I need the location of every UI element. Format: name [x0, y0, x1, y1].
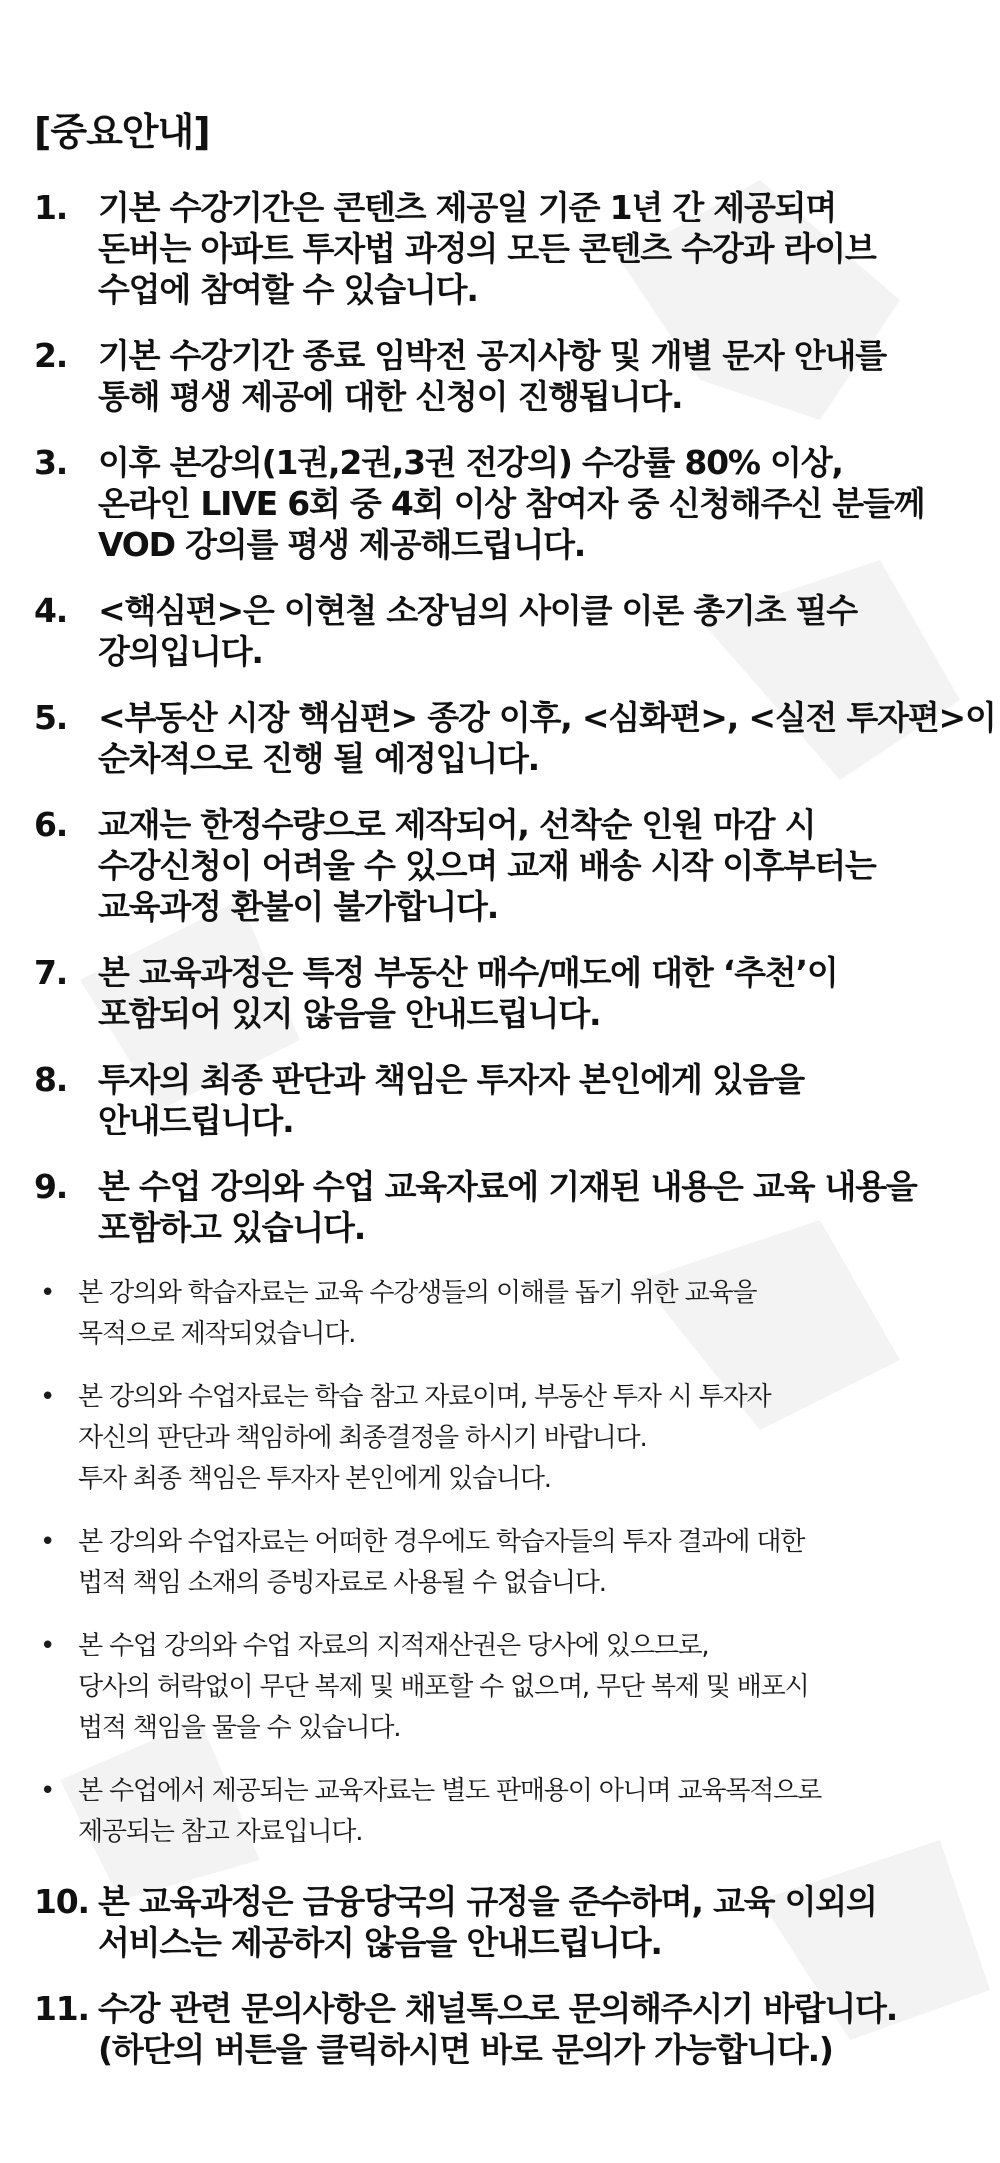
bullet-text-line: 제공되는 참고 자료입니다. — [78, 1817, 363, 1848]
item-text-line: 안내드립니다. — [98, 1101, 294, 1141]
list-item — [34, 187, 960, 310]
item-text-line: VOD 강의를 평생 제공해드립니다. — [98, 525, 586, 565]
item-text-line: 통해 평생 제공에 대한 신청이 진행됩니다. — [98, 377, 683, 417]
item-number: 7. — [34, 953, 68, 993]
bullet-dot: • — [40, 1631, 55, 1662]
notice-title: [중요안내] — [34, 110, 210, 154]
list-item — [34, 1881, 960, 1963]
bullet-item — [34, 1771, 960, 1853]
bullet-dot: • — [40, 1776, 55, 1807]
bullet-item — [34, 1377, 960, 1500]
item-text-line: 투자의 최종 판단과 책임은 투자자 본인에게 있음을 — [98, 1060, 804, 1100]
item-text-line: 본 수업 강의와 수업 교육자료에 기재된 내용은 교육 내용을 — [98, 1167, 917, 1207]
item-number: 9. — [34, 1167, 68, 1207]
list-item — [34, 1988, 960, 2070]
numbered-list-tail — [34, 1881, 960, 2070]
item-text-line: <부동산 시장 핵심편> 종강 이후, <심화편>, <실전 투자편>이 — [98, 698, 996, 738]
item-text-line: 수업에 참여할 수 있습니다. — [98, 270, 478, 310]
list-item — [34, 1059, 960, 1141]
item-text-line: 강의입니다. — [98, 632, 263, 672]
item-number: 1. — [34, 188, 68, 228]
bullet-text-line: 본 강의와 수업자료는 어떠한 경우에도 학습자들의 투자 결과에 대한 — [78, 1527, 805, 1558]
item-text-line: 수강신청이 어려울 수 있으며 교재 배송 시작 이후부터는 — [98, 846, 876, 886]
item-text-line: 수강 관련 문의사항은 채널톡으로 문의해주시기 바랍니다. — [98, 1989, 898, 2029]
item-number: 3. — [34, 443, 68, 483]
item-number: 6. — [34, 805, 68, 845]
bullet-item — [34, 1626, 960, 1749]
list-item — [34, 697, 996, 779]
bullet-text-line: 목적으로 제작되었습니다. — [78, 1319, 356, 1350]
bullet-item — [34, 1273, 960, 1355]
item-text-line: 본 교육과정은 특정 부동산 매수/매도에 대한 ‘추천’이 — [98, 953, 838, 993]
bullet-dot: • — [40, 1278, 55, 1309]
item-number: 8. — [34, 1060, 68, 1100]
item-text-line: 본 교육과정은 금융당국의 규정을 준수하며, 교육 이외의 — [98, 1882, 877, 1922]
item-number: 4. — [34, 591, 68, 631]
bullet-text-line: 본 강의와 학습자료는 교육 수강생들의 이해를 돕기 위한 교육을 — [78, 1278, 757, 1309]
list-item — [34, 442, 960, 565]
item-text-line: 돈버는 아파트 투자법 과정의 모든 콘텐츠 수강과 라이브 — [98, 229, 876, 269]
bullet-text-line: 자신의 판단과 책임하에 최종결정을 하시기 바랍니다. — [78, 1423, 647, 1454]
bullet-dot: • — [40, 1382, 55, 1413]
list-item — [34, 952, 960, 1034]
item-text-line: 포함되어 있지 않음을 안내드립니다. — [98, 994, 601, 1034]
item-number: 11. — [34, 1989, 89, 2029]
bullet-text-line: 법적 책임 소재의 증빙자료로 사용될 수 없습니다. — [78, 1568, 606, 1599]
item-text-line: 온라인 LIVE 6회 중 4회 이상 참여자 중 신청해주신 분들께 — [98, 484, 925, 524]
bullet-text-line: 본 강의와 수업자료는 학습 참고 자료이며, 부동산 투자 시 투자자 — [78, 1382, 771, 1413]
item-text-line: 교재는 한정수량으로 제작되어, 선착순 인원 마감 시 — [98, 805, 816, 845]
list-item — [34, 804, 960, 927]
item-number: 10. — [34, 1882, 89, 1922]
numbered-list — [34, 187, 996, 1248]
item-text-line: 교육과정 환불이 불가합니다. — [98, 887, 499, 927]
item-text-line: 기본 수강기간 종료 임박전 공지사항 및 개별 문자 안내를 — [98, 336, 886, 376]
bullet-text-line: 법적 책임을 물을 수 있습니다. — [78, 1713, 401, 1744]
item-number: 2. — [34, 336, 68, 376]
item-text-line: 기본 수강기간은 콘텐츠 제공일 기준 1년 간 제공되며 — [98, 188, 837, 228]
list-item — [34, 335, 960, 417]
item-text-line: 포함하고 있습니다. — [98, 1208, 366, 1248]
list-item — [34, 1166, 960, 1248]
item-text-line: 서비스는 제공하지 않음을 안내드립니다. — [98, 1923, 662, 1963]
item-number: 5. — [34, 698, 68, 738]
item-text-line: (하단의 버튼을 클릭하시면 바로 문의가 가능합니다.) — [98, 2030, 833, 2070]
bullet-list — [34, 1273, 960, 1853]
item-text-line: <핵심편>은 이현철 소장님의 사이클 이론 총기초 필수 — [98, 591, 857, 631]
item-text-line: 순차적으로 진행 될 예정입니다. — [98, 739, 540, 779]
bullet-dot: • — [40, 1527, 55, 1558]
bullet-text-line: 본 수업에서 제공되는 교육자료는 별도 판매용이 아니며 교육목적으로 — [78, 1776, 822, 1807]
bullet-text-line: 투자 최종 책임은 투자자 본인에게 있습니다. — [78, 1464, 551, 1495]
item-text-line: 이후 본강의(1권,2권,3권 전강의) 수강률 80% 이상, — [98, 443, 843, 483]
list-item — [34, 590, 960, 672]
bullet-text-line: 당사의 허락없이 무단 복제 및 배포할 수 없으며, 무단 복제 및 배포시 — [78, 1672, 809, 1703]
bullet-item — [34, 1522, 960, 1604]
bullet-text-line: 본 수업 강의와 수업 자료의 지적재산권은 당사에 있으므로, — [78, 1631, 709, 1662]
